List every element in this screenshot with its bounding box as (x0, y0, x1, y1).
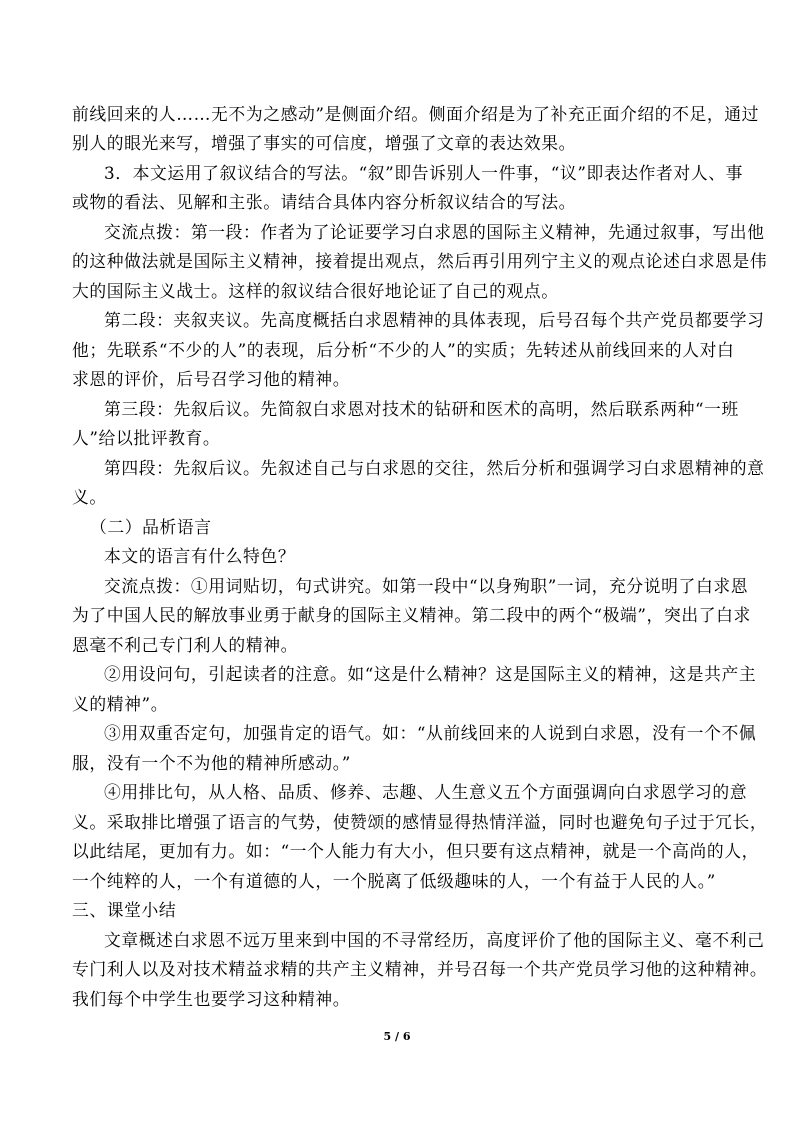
body-text-line: 交流点拨：①用词贴切，句式讲究。如第一段中“以身殉职”一词，充分说明了白求恩 (104, 576, 749, 596)
body-text-line: 大的国际主义战士。这样的叙议结合很好地论证了自己的观点。 (72, 281, 559, 301)
body-text-line: 别人的眼光来写，增强了事实的可信度，增强了文章的表达效果。 (72, 133, 577, 153)
body-text-line: 文章概述白求恩不远万里来到中国的不寻常经历，高度评价了他的国际主义、毫不利己 (104, 930, 765, 950)
body-text-line: 我们每个中学生也要学习这种精神。 (72, 989, 351, 1009)
body-text-line: 第二段：夹叙夹议。先高度概括白求恩精神的具体表现，后号召每个共产党员都要学习 (104, 310, 765, 330)
body-text-line: 或物的看法、见解和主张。请结合具体内容分析叙议结合的写法。 (72, 192, 577, 212)
body-text-line: 第三段：先叙后议。先简叙白求恩对技术的钻研和医术的高明，然后联系两种“一班 (104, 399, 739, 419)
body-text-line: 为了中国人民的解放事业勇于献身的国际主义精神。第二段中的两个“极端”，突出了白求 (72, 605, 751, 625)
body-text-line: 一个纯粹的人，一个有道德的人，一个脱离了低级趣味的人，一个有益于人民的人。” (72, 871, 716, 891)
body-text-line: 第四段：先叙后议。先叙述自己与白求恩的交往，然后分析和强调学习白求恩精神的意 (104, 458, 765, 478)
section-heading: 三、课堂小结 (72, 900, 177, 920)
body-text-line: 恩毫不利己专门利人的精神。 (72, 635, 298, 655)
body-text-line: ②用设问句，引起读者的注意。如“这是什么精神？这是国际主义的精神，这是共产主 (104, 664, 757, 684)
body-text-line: 人”给以批评教育。 (72, 428, 221, 448)
body-text-line: 求恩的评价，后号召学习他的精神。 (72, 369, 351, 389)
body-text-line: 前线回来的人……无不为之感动”是侧面介绍。侧面介绍是为了补充正面介绍的不足，通过 (72, 104, 760, 124)
page-number: 5 / 6 (383, 1030, 411, 1043)
body-text-line: 义的精神”。 (72, 694, 169, 714)
section-heading: （二）品析语言 (90, 517, 212, 537)
body-text-line: 的这种做法就是国际主义精神，接着提出观点，然后再引用列宁主义的观点论述白求恩是伟 (72, 251, 768, 271)
body-text-line: 服，没有一个不为他的精神所感动。” (72, 753, 351, 773)
body-text-line: 本文的语言有什么特色？ (104, 546, 296, 566)
body-text-line: 义。采取排比增强了语言的气势，使赞颂的感情显得热情洋溢，同时也避免句子过于冗长， (72, 812, 768, 832)
body-text-line: ④用排比句，从人格、品质、修养、志趣、人生意义五个方面强调向白求恩学习的意 (104, 782, 748, 802)
body-text-line: 义。 (72, 487, 107, 507)
body-text-line: 交流点拨：第一段：作者为了论证要学习白求恩的国际主义精神，先通过叙事，写出他 (104, 222, 765, 242)
body-text-line: 专门利人以及对技术精益求精的共产主义精神，并号召每一个共产党员学习他的这种精神。 (72, 959, 768, 979)
body-text-line: 以此结尾，更加有力。如：“一个人能力有大小，但只要有这点精神，就是一个高尚的人， (72, 841, 760, 861)
body-text-line: 他；先联系“不少的人”的表现，后分析“不少的人”的实质；先转述从前线回来的人对白 (72, 340, 735, 360)
body-text-line: ③用双重否定句，加强肯定的语气。如：“从前线回来的人说到白求恩，没有一个不佩 (104, 723, 757, 743)
question-3-line: 3．本文运用了叙议结合的写法。“叙”即告诉别人一件事，“议”即表达作者对人、事 (104, 163, 743, 183)
